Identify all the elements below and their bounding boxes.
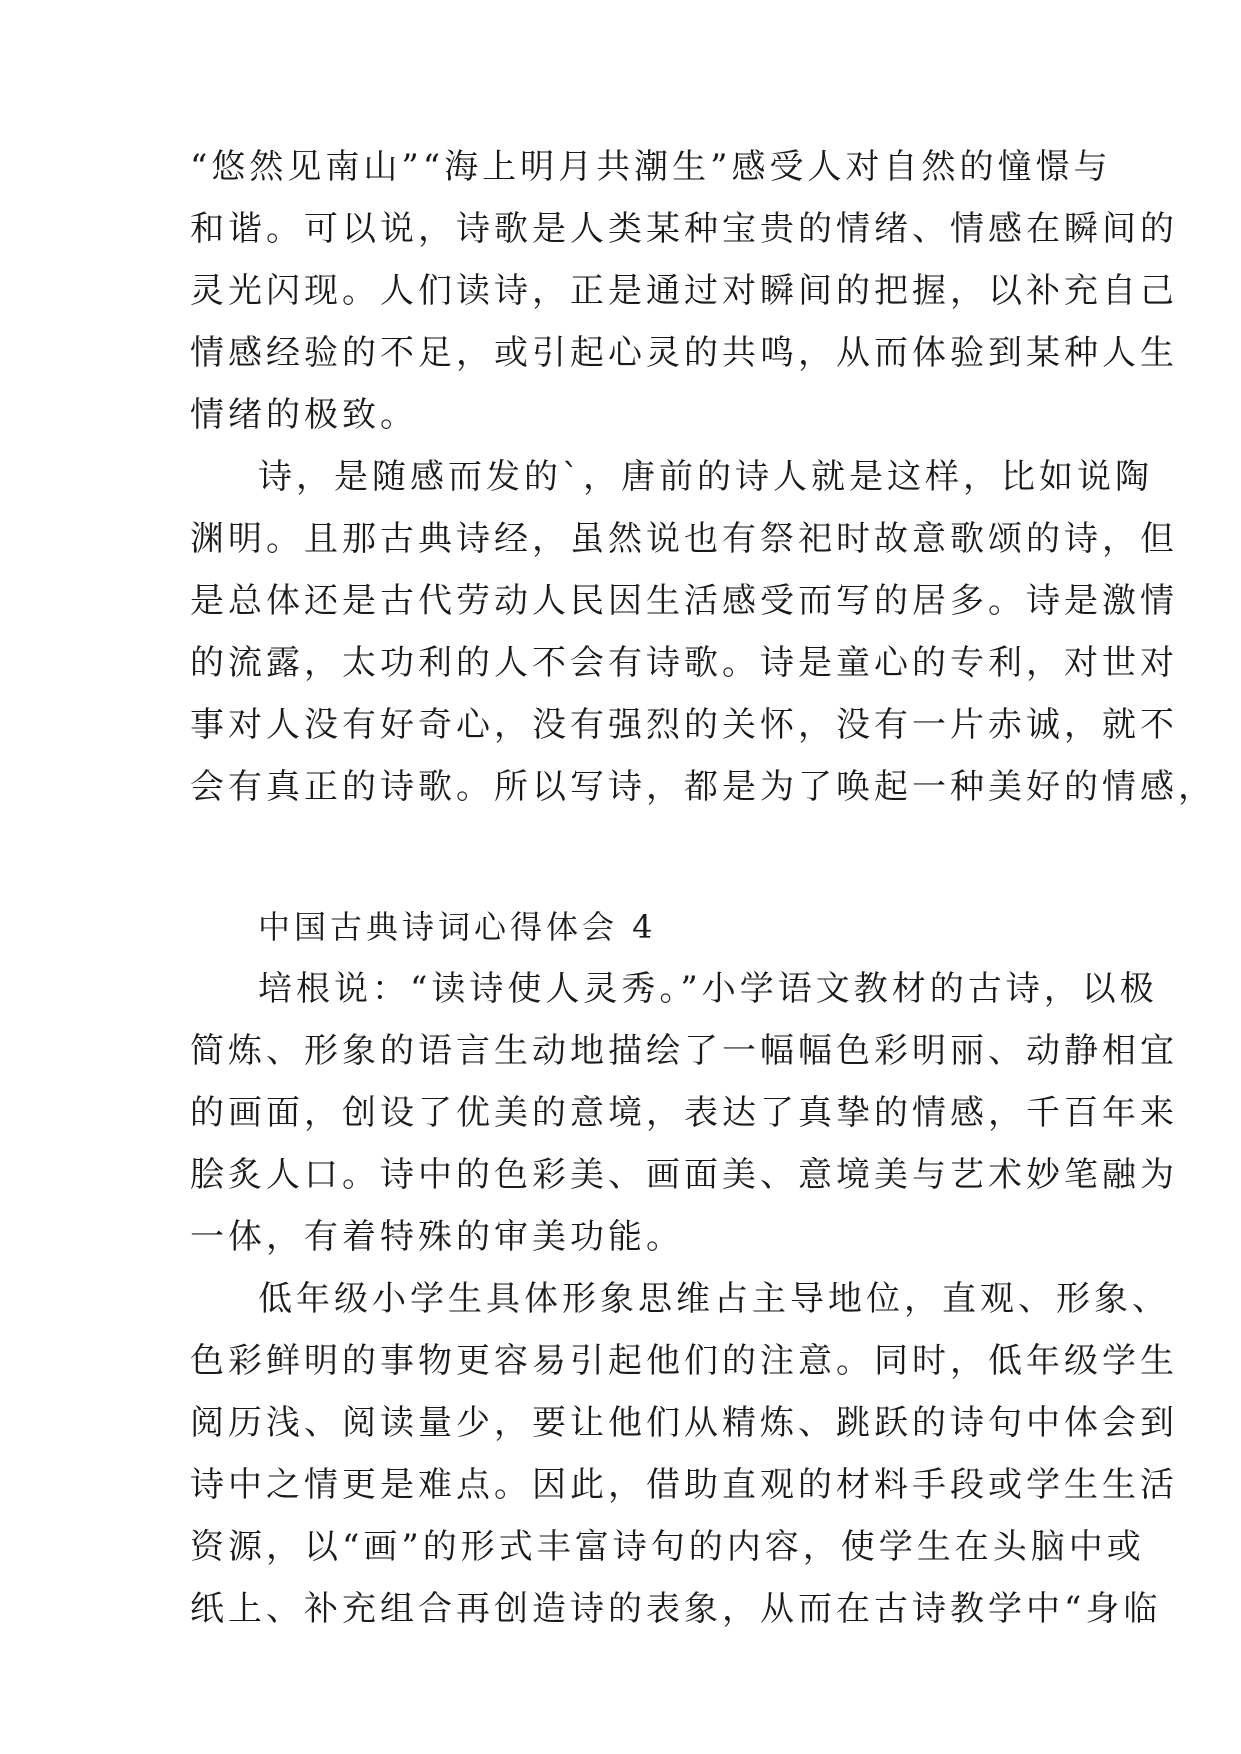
paragraph-line: 事对人没有好奇心，没有强烈的关怀，没有一片赤诚，就不	[190, 705, 1178, 745]
paragraph-line: 纸上、补充组合再创造诗的表象，从而在古诗教学中“身临	[190, 1589, 1162, 1629]
paragraph-line: 和谐。可以说，诗歌是人类某种宝贵的情绪、情感在瞬间的	[190, 209, 1178, 249]
paragraph-line: “悠然见南山”“海上明月共潮生”感受人对自然的憧憬与	[190, 147, 1112, 187]
section-heading: 中国古典诗词心得体会 4	[258, 908, 657, 946]
paragraph-line: 诗中之情更是难点。因此，借助直观的材料手段或学生生活	[190, 1465, 1178, 1505]
paragraph-line: 资源，以“画”的形式丰富诗句的内容，使学生在头脑中或	[190, 1527, 1145, 1567]
paragraph-line: 一体，有着特殊的审美功能。	[190, 1217, 684, 1257]
paragraph-line: 情绪的极致。	[190, 395, 418, 435]
paragraph-line: 渊明。且那古典诗经，虽然说也有祭祀时故意歌颂的诗，但	[190, 519, 1178, 559]
paragraph-first-line: 低年级小学生具体形象思维占主导地位，直观、形象、	[258, 1279, 1170, 1319]
paragraph-line: 是总体还是古代劳动人民因生活感受而写的居多。诗是激情	[190, 581, 1178, 621]
paragraph-first-line: 培根说：“读诗使人灵秀。”小学语文教材的古诗，以极	[258, 969, 1158, 1009]
paragraph-line: 脍炙人口。诗中的色彩美、画面美、意境美与艺术妙笔融为	[190, 1155, 1178, 1195]
paragraph-line: 简炼、形象的语言生动地描绘了一幅幅色彩明丽、动静相宜	[190, 1031, 1178, 1071]
section-1	[190, 136, 1216, 818]
paragraph-line: 情感经验的不足，或引起心灵的共鸣，从而体验到某种人生	[190, 333, 1178, 373]
paragraph-line: 灵光闪现。人们读诗，正是通过对瞬间的把握，以补充自己	[190, 271, 1178, 311]
section-2	[190, 896, 1178, 1640]
paragraph-line: 的流露，太功利的人不会有诗歌。诗是童心的专利，对世对	[190, 643, 1178, 683]
paragraph-first-line: 诗，是随感而发的`，唐前的诗人就是这样，比如说陶	[258, 457, 1153, 497]
paragraph-line: 会有真正的诗歌。所以写诗，都是为了唤起一种美好的情感，	[190, 767, 1216, 807]
paragraph-line: 阅历浅、阅读量少，要让他们从精炼、跳跃的诗句中体会到	[190, 1403, 1178, 1443]
paragraph-line: 色彩鲜明的事物更容易引起他们的注意。同时，低年级学生	[190, 1341, 1178, 1381]
paragraph-line: 的画面，创设了优美的意境，表达了真挚的情感，千百年来	[190, 1093, 1178, 1133]
